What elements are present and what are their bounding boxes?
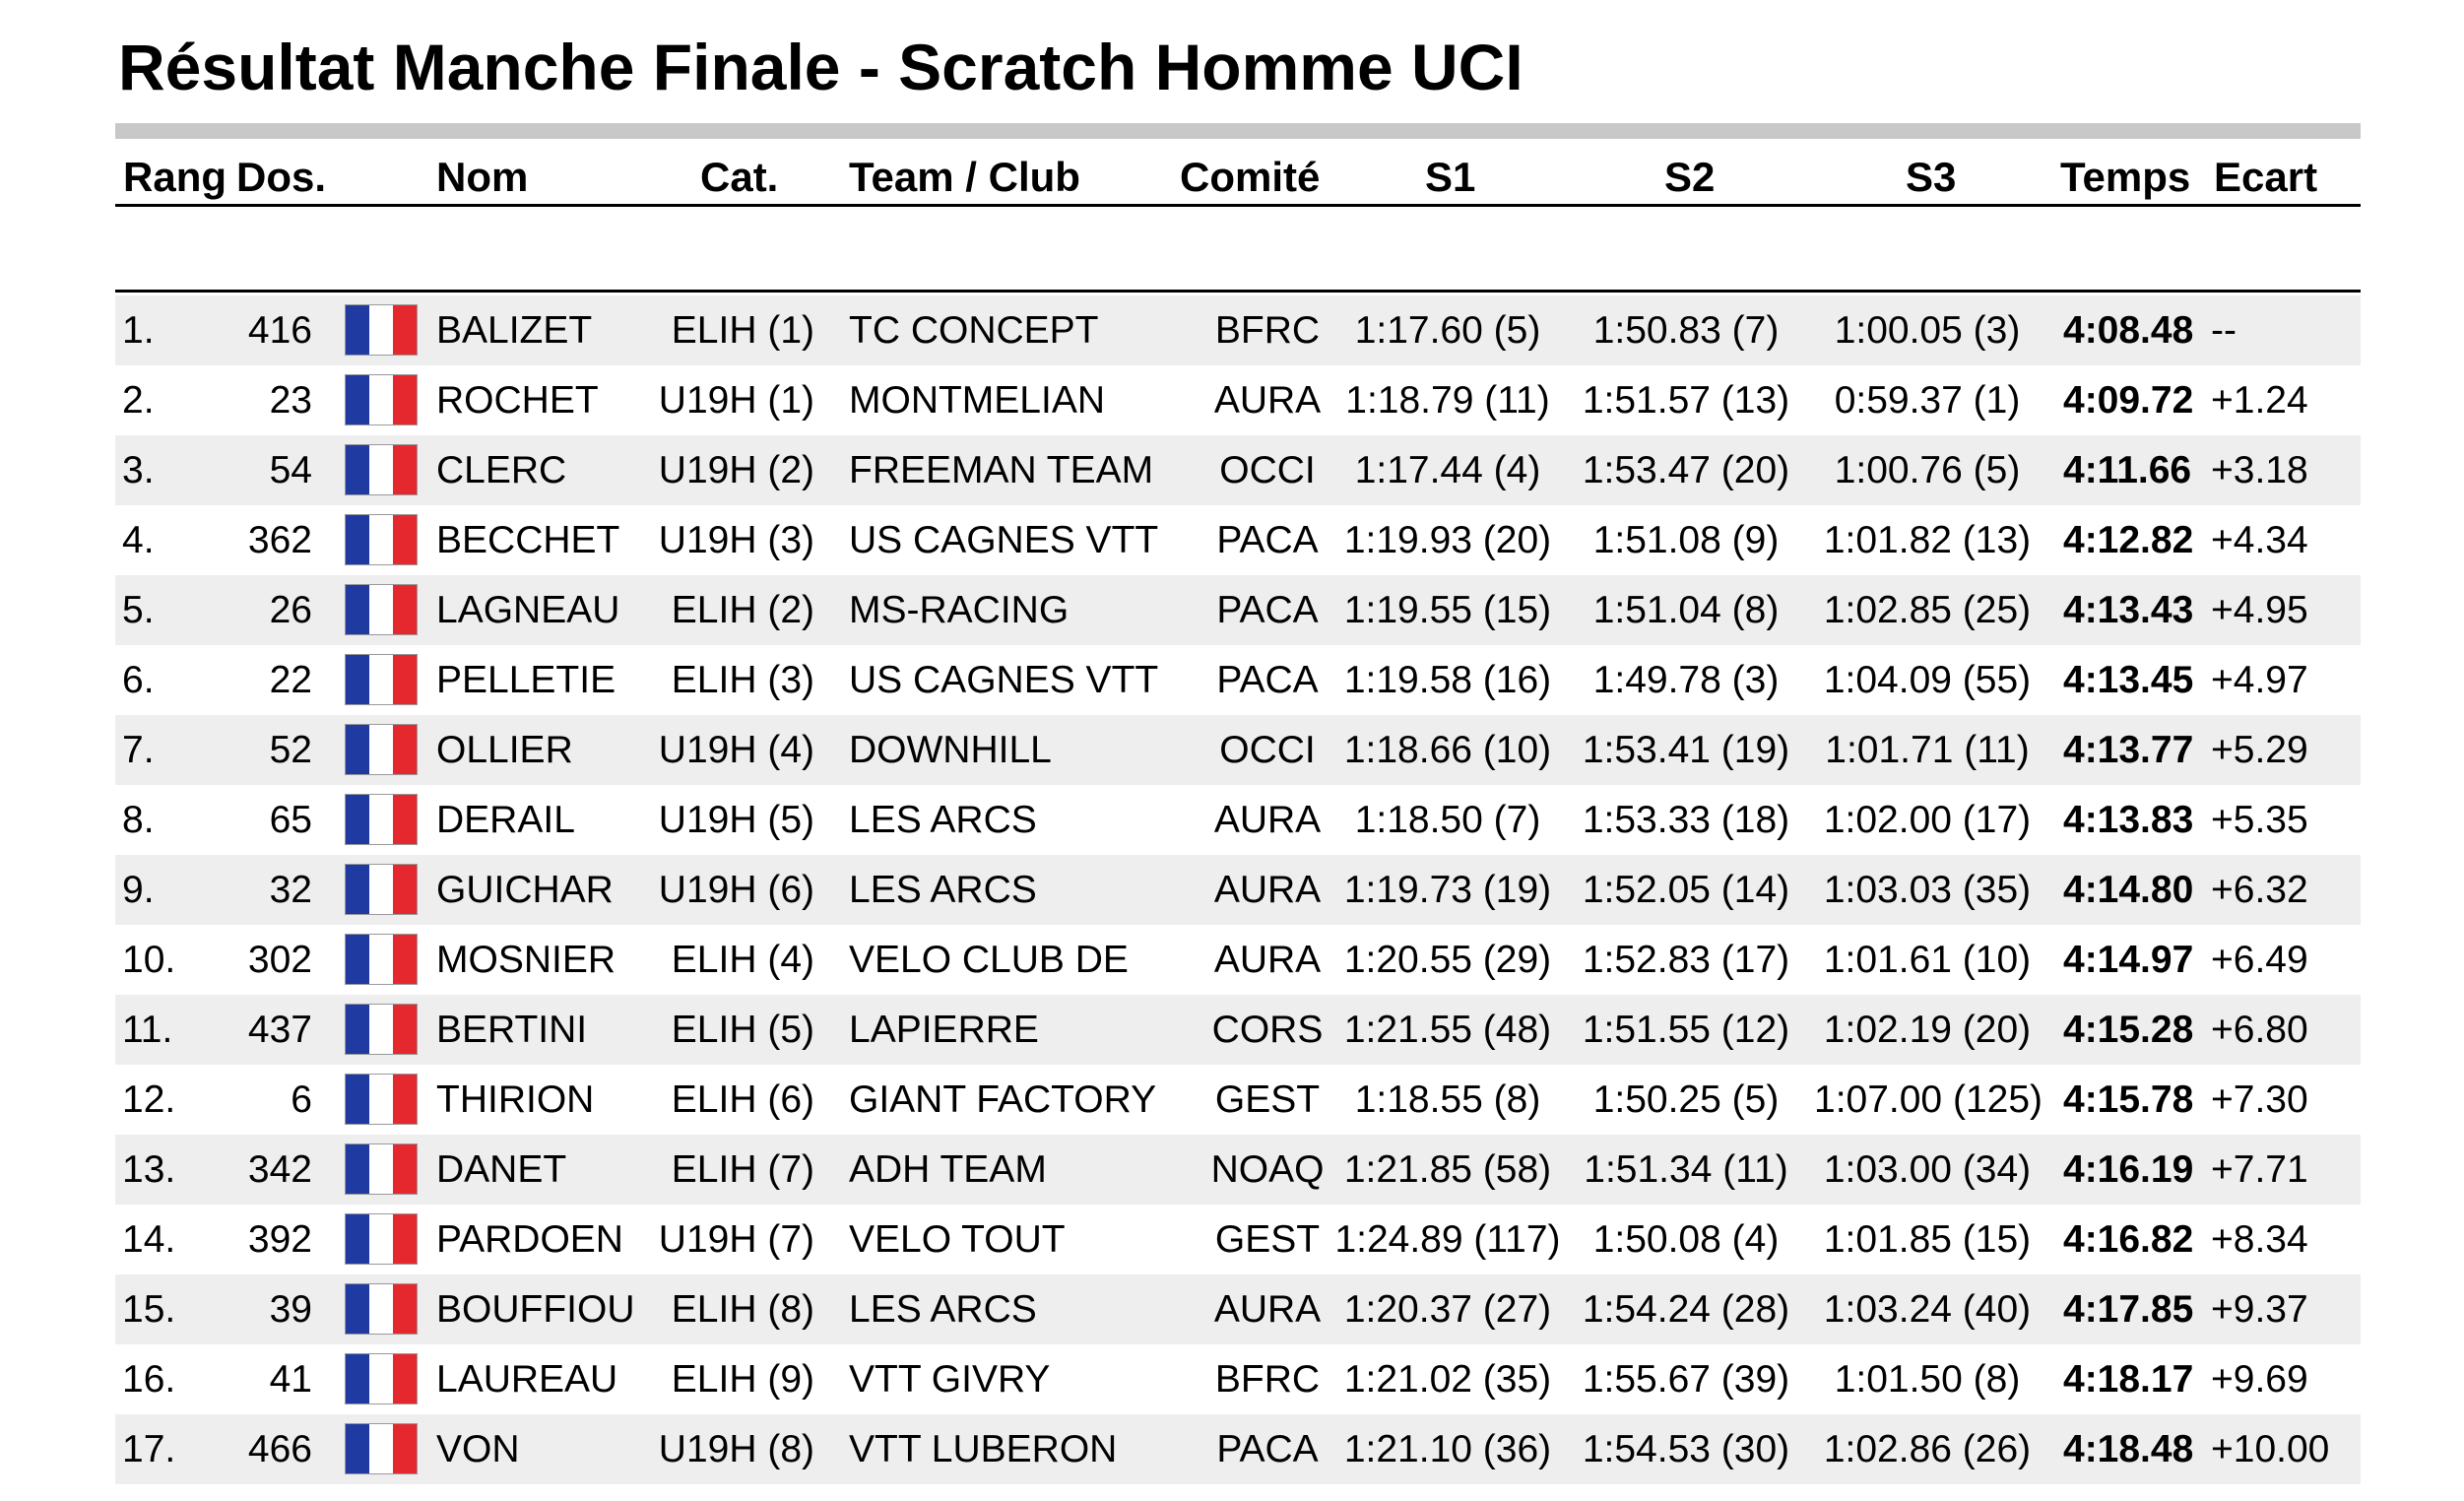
cell-ecart: +7.30	[2211, 1078, 2308, 1121]
title-divider	[115, 123, 2361, 139]
cell-s2: 1:54.24 (28)	[1582, 1288, 1790, 1331]
cell-team: LAPIERRE	[849, 1009, 1039, 1051]
cell-cat: U19H (7)	[658, 1218, 814, 1261]
france-flag-icon	[345, 864, 418, 915]
cell-team: MS-RACING	[849, 589, 1070, 631]
france-flag-icon	[345, 304, 418, 356]
cell-team: DOWNHILL	[849, 729, 1052, 771]
cell-dos: 6	[291, 1078, 312, 1121]
cell-dos: 302	[247, 939, 312, 981]
cell-rang: 12.	[122, 1078, 176, 1121]
cell-s2: 1:53.33 (18)	[1582, 799, 1790, 841]
cell-s3: 1:03.00 (34)	[1823, 1148, 2032, 1191]
cell-temps: 4:18.48	[2063, 1428, 2194, 1470]
cell-team: FREEMAN TEAM	[849, 449, 1154, 491]
cell-dos: 342	[247, 1148, 312, 1191]
cell-comite: AURA	[1213, 379, 1322, 422]
cell-dos: 65	[269, 799, 312, 841]
cell-s3: 1:00.05 (3)	[1834, 309, 2021, 352]
cell-nom: PARDOEN	[436, 1218, 623, 1261]
header-s3: S3	[1906, 154, 1957, 200]
cell-ecart: +4.95	[2211, 589, 2308, 631]
cell-s1: 1:21.10 (36)	[1343, 1428, 1552, 1470]
cell-s1: 1:24.89 (117)	[1334, 1218, 1561, 1261]
cell-comite: PACA	[1216, 659, 1319, 701]
cell-s1: 1:18.66 (10)	[1343, 729, 1552, 771]
cell-ecart: +9.37	[2211, 1288, 2308, 1331]
body-divider	[115, 290, 2361, 293]
cell-rang: 10.	[122, 939, 176, 981]
cell-s1: 1:17.44 (4)	[1354, 449, 1541, 491]
cell-s1: 1:18.50 (7)	[1354, 799, 1541, 841]
header-s2: S2	[1664, 154, 1716, 200]
cell-cat: U19H (6)	[658, 869, 814, 911]
cell-team: VTT LUBERON	[849, 1428, 1118, 1470]
cell-comite: PACA	[1216, 519, 1319, 561]
cell-team: MONTMELIAN	[849, 379, 1106, 422]
france-flag-icon	[345, 1074, 418, 1125]
cell-s2: 1:51.04 (8)	[1592, 589, 1780, 631]
cell-temps: 4:15.78	[2063, 1078, 2194, 1121]
cell-rang: 7.	[122, 729, 155, 771]
cell-s3: 0:59.37 (1)	[1834, 379, 2021, 422]
cell-comite: AURA	[1213, 799, 1322, 841]
cell-s2: 1:49.78 (3)	[1592, 659, 1780, 701]
cell-ecart: +9.69	[2211, 1358, 2308, 1401]
cell-rang: 11.	[122, 1009, 173, 1051]
cell-cat: U19H (2)	[658, 449, 814, 491]
cell-s1: 1:20.55 (29)	[1343, 939, 1552, 981]
cell-cat: U19H (3)	[658, 519, 814, 561]
cell-s2: 1:54.53 (30)	[1582, 1428, 1790, 1470]
cell-s2: 1:53.41 (19)	[1582, 729, 1790, 771]
cell-rang: 13.	[122, 1148, 176, 1191]
cell-dos: 23	[269, 379, 312, 422]
cell-s2: 1:53.47 (20)	[1582, 449, 1790, 491]
cell-dos: 22	[269, 659, 312, 701]
cell-cat: ELIH (4)	[671, 939, 814, 981]
cell-nom: VON	[436, 1428, 520, 1470]
france-flag-icon	[345, 1004, 418, 1055]
cell-team: VELO TOUT	[849, 1218, 1066, 1261]
table-row	[115, 1135, 2361, 1205]
cell-ecart: +1.24	[2211, 379, 2308, 422]
header-divider	[115, 204, 2361, 207]
header-ecart: Ecart	[2214, 154, 2318, 200]
cell-s1: 1:18.55 (8)	[1354, 1078, 1541, 1121]
cell-rang: 3.	[122, 449, 155, 491]
cell-ecart: +10.00	[2211, 1428, 2330, 1470]
table-row	[115, 645, 2361, 715]
cell-temps: 4:17.85	[2063, 1288, 2194, 1331]
cell-comite: PACA	[1216, 1428, 1319, 1470]
cell-temps: 4:16.82	[2063, 1218, 2194, 1261]
cell-s3: 1:01.50 (8)	[1834, 1358, 2021, 1401]
cell-ecart: --	[2211, 309, 2237, 352]
cell-s1: 1:17.60 (5)	[1354, 309, 1541, 352]
cell-s2: 1:52.83 (17)	[1582, 939, 1790, 981]
france-flag-icon	[345, 514, 418, 565]
cell-temps: 4:16.19	[2063, 1148, 2194, 1191]
cell-dos: 54	[269, 449, 312, 491]
cell-s2: 1:51.08 (9)	[1592, 519, 1780, 561]
cell-cat: ELIH (7)	[671, 1148, 814, 1191]
cell-nom: MOSNIER	[436, 939, 616, 981]
table-header	[0, 150, 2464, 205]
france-flag-icon	[345, 1283, 418, 1335]
cell-team: US CAGNES VTT	[849, 519, 1159, 561]
cell-nom: BERTINI	[436, 1009, 588, 1051]
table-row	[115, 1344, 2361, 1414]
cell-s2: 1:51.55 (12)	[1582, 1009, 1790, 1051]
cell-s3: 1:00.76 (5)	[1834, 449, 2021, 491]
cell-comite: PACA	[1216, 589, 1319, 631]
cell-cat: ELIH (3)	[671, 659, 814, 701]
cell-rang: 8.	[122, 799, 155, 841]
cell-team: US CAGNES VTT	[849, 659, 1159, 701]
france-flag-icon	[345, 1213, 418, 1265]
table-row	[115, 715, 2361, 785]
cell-rang: 14.	[122, 1218, 176, 1261]
cell-temps: 4:14.97	[2063, 939, 2194, 981]
header-dos: Dos.	[236, 154, 327, 200]
table-row	[115, 1274, 2361, 1344]
cell-ecart: +5.29	[2211, 729, 2308, 771]
cell-rang: 16.	[122, 1358, 176, 1401]
cell-dos: 26	[269, 589, 312, 631]
cell-team: ADH TEAM	[849, 1148, 1047, 1191]
france-flag-icon	[345, 374, 418, 425]
cell-team: TC CONCEPT	[849, 309, 1099, 352]
cell-rang: 15.	[122, 1288, 176, 1331]
cell-s2: 1:51.57 (13)	[1582, 379, 1790, 422]
cell-nom: PELLETIE	[436, 659, 616, 701]
cell-cat: ELIH (2)	[671, 589, 814, 631]
cell-nom: LAGNEAU	[436, 589, 620, 631]
cell-s1: 1:19.73 (19)	[1343, 869, 1552, 911]
france-flag-icon	[345, 934, 418, 985]
cell-s2: 1:50.25 (5)	[1592, 1078, 1780, 1121]
cell-cat: ELIH (9)	[671, 1358, 814, 1401]
cell-ecart: +6.49	[2211, 939, 2308, 981]
cell-rang: 9.	[122, 869, 155, 911]
cell-nom: CLERC	[436, 449, 567, 491]
cell-cat: ELIH (1)	[671, 309, 814, 352]
cell-temps: 4:14.80	[2063, 869, 2194, 911]
cell-ecart: +7.71	[2211, 1148, 2308, 1191]
france-flag-icon	[345, 654, 418, 705]
cell-team: LES ARCS	[849, 799, 1037, 841]
cell-ecart: +4.34	[2211, 519, 2308, 561]
cell-nom: DANET	[436, 1148, 567, 1191]
cell-nom: GUICHAR	[436, 869, 614, 911]
header-team: Team / Club	[849, 154, 1080, 200]
cell-comite: AURA	[1213, 1288, 1322, 1331]
cell-team: VELO CLUB DE	[849, 939, 1129, 981]
france-flag-icon	[345, 444, 418, 495]
cell-ecart: +5.35	[2211, 799, 2308, 841]
cell-rang: 4.	[122, 519, 155, 561]
cell-s2: 1:55.67 (39)	[1582, 1358, 1790, 1401]
cell-s3: 1:02.19 (20)	[1823, 1009, 2032, 1051]
cell-ecart: +6.80	[2211, 1009, 2308, 1051]
table-row	[115, 435, 2361, 505]
cell-comite: BFRC	[1214, 1358, 1321, 1401]
cell-s3: 1:01.82 (13)	[1823, 519, 2032, 561]
cell-dos: 52	[269, 729, 312, 771]
cell-temps: 4:18.17	[2063, 1358, 2194, 1401]
france-flag-icon	[345, 794, 418, 845]
cell-s3: 1:01.71 (11)	[1825, 729, 2030, 771]
cell-comite: OCCI	[1219, 449, 1316, 491]
cell-temps: 4:13.83	[2063, 799, 2194, 841]
cell-dos: 362	[247, 519, 312, 561]
table-row	[115, 1065, 2361, 1135]
cell-s3: 1:03.03 (35)	[1823, 869, 2032, 911]
cell-comite: BFRC	[1214, 309, 1321, 352]
cell-rang: 2.	[122, 379, 155, 422]
cell-s1: 1:20.37 (27)	[1343, 1288, 1552, 1331]
cell-nom: OLLIER	[436, 729, 573, 771]
cell-rang: 6.	[122, 659, 155, 701]
cell-s1: 1:19.55 (15)	[1343, 589, 1552, 631]
cell-cat: U19H (8)	[658, 1428, 814, 1470]
header-comite: Comité	[1180, 154, 1321, 200]
cell-rang: 17.	[122, 1428, 176, 1470]
france-flag-icon	[345, 724, 418, 775]
cell-s2: 1:51.34 (11)	[1584, 1148, 1788, 1191]
cell-dos: 39	[269, 1288, 312, 1331]
header-s1: S1	[1425, 154, 1476, 200]
france-flag-icon	[345, 1353, 418, 1404]
cell-cat: ELIH (8)	[671, 1288, 814, 1331]
cell-temps: 4:08.48	[2063, 309, 2194, 352]
cell-s1: 1:21.55 (48)	[1343, 1009, 1552, 1051]
cell-team: LES ARCS	[849, 869, 1037, 911]
table-row	[115, 295, 2361, 365]
france-flag-icon	[345, 1143, 418, 1195]
cell-s1: 1:19.58 (16)	[1343, 659, 1552, 701]
cell-cat: ELIH (6)	[671, 1078, 814, 1121]
cell-nom: BALIZET	[436, 309, 593, 352]
cell-comite: GEST	[1214, 1078, 1321, 1121]
cell-s2: 1:50.08 (4)	[1592, 1218, 1780, 1261]
cell-s3: 1:01.85 (15)	[1823, 1218, 2032, 1261]
cell-cat: ELIH (5)	[671, 1009, 814, 1051]
cell-s2: 1:50.83 (7)	[1592, 309, 1780, 352]
cell-ecart: +8.34	[2211, 1218, 2308, 1261]
table-row	[115, 365, 2361, 435]
cell-temps: 4:13.43	[2063, 589, 2194, 631]
cell-comite: AURA	[1213, 869, 1322, 911]
page-title: Résultat Manche Finale - Scratch Homme UCI	[118, 31, 1524, 103]
results-table	[0, 295, 2464, 1501]
table-row	[115, 1205, 2361, 1274]
cell-s1: 1:19.93 (20)	[1343, 519, 1552, 561]
table-row	[115, 785, 2361, 855]
france-flag-icon	[345, 1423, 418, 1474]
cell-s1: 1:21.85 (58)	[1343, 1148, 1552, 1191]
table-row	[115, 1414, 2361, 1484]
cell-temps: 4:15.28	[2063, 1009, 2194, 1051]
cell-s3: 1:02.00 (17)	[1823, 799, 2032, 841]
header-cat: Cat.	[700, 154, 779, 200]
header-temps: Temps	[2060, 154, 2191, 200]
cell-cat: U19H (5)	[658, 799, 814, 841]
cell-temps: 4:13.45	[2063, 659, 2194, 701]
cell-team: GIANT FACTORY	[849, 1078, 1157, 1121]
cell-rang: 1.	[122, 309, 155, 352]
cell-s3: 1:07.00 (125)	[1814, 1078, 2043, 1121]
cell-temps: 4:12.82	[2063, 519, 2194, 561]
cell-nom: THIRION	[436, 1078, 595, 1121]
table-row	[115, 575, 2361, 645]
cell-team: LES ARCS	[849, 1288, 1037, 1331]
cell-s1: 1:21.02 (35)	[1343, 1358, 1552, 1401]
cell-temps: 4:11.66	[2063, 449, 2192, 491]
cell-nom: DERAIL	[436, 799, 575, 841]
cell-s3: 1:01.61 (10)	[1823, 939, 2032, 981]
france-flag-icon	[345, 584, 418, 635]
cell-nom: ROCHET	[436, 379, 599, 422]
cell-dos: 416	[247, 309, 312, 352]
cell-s3: 1:02.86 (26)	[1823, 1428, 2032, 1470]
cell-comite: NOAQ	[1210, 1148, 1325, 1191]
cell-rang: 5.	[122, 589, 155, 631]
cell-comite: CORS	[1211, 1009, 1324, 1051]
cell-s3: 1:04.09 (55)	[1823, 659, 2032, 701]
cell-comite: OCCI	[1219, 729, 1316, 771]
cell-team: VTT GIVRY	[849, 1358, 1051, 1401]
cell-dos: 41	[269, 1358, 312, 1401]
cell-dos: 437	[247, 1009, 312, 1051]
cell-nom: LAUREAU	[436, 1358, 618, 1401]
table-row	[115, 855, 2361, 925]
header-nom: Nom	[436, 154, 529, 200]
cell-dos: 392	[247, 1218, 312, 1261]
cell-cat: U19H (1)	[658, 379, 814, 422]
cell-nom: BOUFFIOU	[436, 1288, 635, 1331]
cell-ecart: +4.97	[2211, 659, 2308, 701]
cell-dos: 466	[247, 1428, 312, 1470]
cell-temps: 4:13.77	[2063, 729, 2194, 771]
cell-temps: 4:09.72	[2063, 379, 2194, 422]
cell-ecart: +3.18	[2211, 449, 2308, 491]
cell-dos: 32	[269, 869, 312, 911]
cell-s3: 1:02.85 (25)	[1823, 589, 2032, 631]
table-row	[115, 505, 2361, 575]
cell-nom: BECCHET	[436, 519, 620, 561]
table-row	[115, 925, 2361, 995]
cell-s2: 1:52.05 (14)	[1582, 869, 1790, 911]
header-rang: Rang	[123, 154, 227, 200]
cell-s3: 1:03.24 (40)	[1823, 1288, 2032, 1331]
cell-s1: 1:18.79 (11)	[1345, 379, 1550, 422]
table-row	[115, 995, 2361, 1065]
cell-ecart: +6.32	[2211, 869, 2308, 911]
cell-cat: U19H (4)	[658, 729, 814, 771]
cell-comite: AURA	[1213, 939, 1322, 981]
cell-comite: GEST	[1214, 1218, 1321, 1261]
